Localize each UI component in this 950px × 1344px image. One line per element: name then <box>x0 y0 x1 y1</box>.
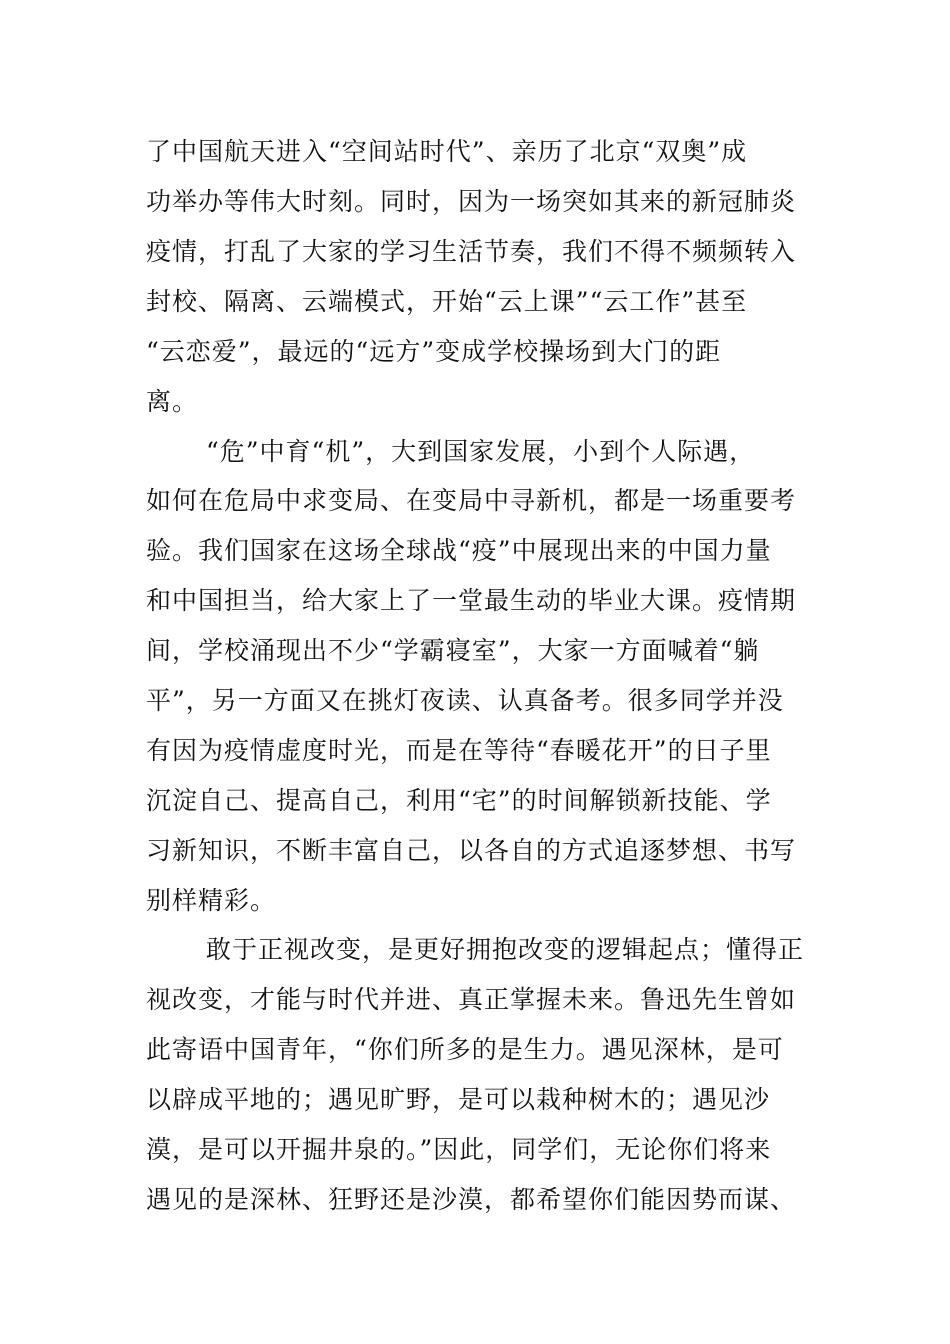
paragraph-1-line-6: 离。 <box>146 387 199 416</box>
paragraph-2-line-2: 如何在危局中求变局、在变局中寻新机，都是一场重要考 <box>146 486 797 515</box>
paragraph-1-line-5: “云恋爱”，最远的“远方”变成学校操场到大门的距 <box>146 337 722 366</box>
paragraph-2-line-6: 平”，另一方面又在挑灯夜读、认真备考。很多同学并没 <box>146 686 784 715</box>
paragraph-2-line-10: 别样精彩。 <box>146 886 277 915</box>
paragraph-3-line-2: 视改变，才能与时代并进、真正掌握未来。鲁迅先生曾如 <box>146 985 797 1014</box>
paragraph-3-line-6: 遇见的是深林、狂野还是沙漠，都希望你们能因势而谋、 <box>146 1185 797 1214</box>
paragraph-1-line-1: 了中国航天进入“空间站时代”、亲历了北京“双奥”成 <box>146 137 748 166</box>
paragraph-2-line-7: 有因为疫情虚度时光，而是在等待“春暖花开”的日子里 <box>146 736 772 765</box>
paragraph-3-line-1: 敢于正视改变，是更好拥抱改变的逻辑起点；懂得正 <box>206 935 805 964</box>
paragraph-1-line-3: 疫情，打乱了大家的学习生活节奏，我们不得不频频转入 <box>146 237 797 266</box>
paragraph-1-line-2: 功举办等伟大时刻。同时，因为一场突如其来的新冠肺炎 <box>146 187 797 216</box>
paragraph-3-line-5: 漠，是可以开掘井泉的。”因此，同学们，无论你们将来 <box>146 1135 772 1164</box>
paragraph-3-line-4: 以辟成平地的；遇见旷野，是可以栽种树木的；遇见沙 <box>146 1085 771 1114</box>
paragraph-2-line-4: 和中国担当，给大家上了一堂最生动的毕业大课。疫情期 <box>146 586 797 615</box>
paragraph-2-line-9: 习新知识，不断丰富自己，以各自的方式追逐梦想、书写 <box>146 836 797 865</box>
paragraph-2-line-5: 间，学校涌现出不少“学霸寝室”，大家一方面喊着“躺 <box>146 636 760 665</box>
paragraph-1-line-4: 封校、隔离、云端模式，开始“云上课”“云工作”甚至 <box>146 287 748 316</box>
paragraph-2-line-1: “危”中育“机”，大到国家发展，小到个人际遇， <box>206 437 756 466</box>
paragraph-3-line-3: 此寄语中国青年，“你们所多的是生力。遇见深林，是可 <box>146 1035 784 1064</box>
paragraph-2-line-8: 沉淀自己、提高自己，利用“宅”的时间解锁新技能、学 <box>146 786 772 815</box>
paragraph-2-line-3: 验。我们国家在这场全球战“疫”中展现出来的中国力量 <box>146 536 772 565</box>
